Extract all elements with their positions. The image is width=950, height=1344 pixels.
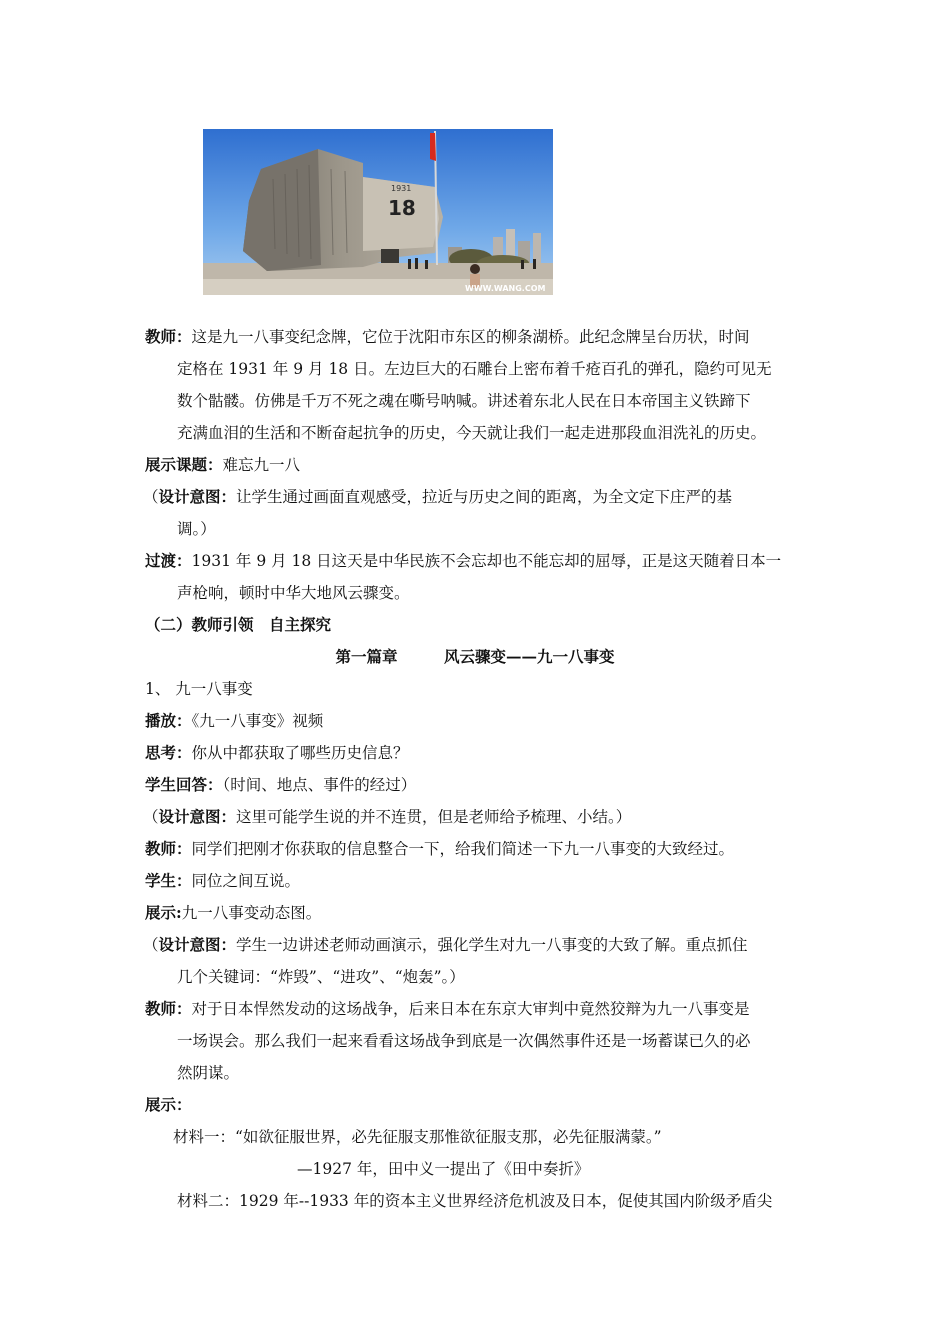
display-text: 九一八事变动态图。 bbox=[181, 904, 322, 922]
student-answer-line bbox=[145, 775, 810, 795]
teacher-text-line-1: 这是九一八事变纪念牌，它位于沈阳市东区的柳条湖桥。此纪念牌呈台历状，时间 bbox=[191, 328, 750, 346]
teacher-label: 教师： bbox=[145, 839, 192, 858]
student-line bbox=[145, 871, 810, 891]
material-1-text: 材料一：“如欲征服世界，必先征服支那惟欲征服支那，必先征服满蒙。” bbox=[173, 1128, 662, 1146]
play-label: 播放： bbox=[145, 711, 192, 730]
display-line bbox=[145, 903, 810, 923]
monument-year: 1931 bbox=[391, 184, 412, 193]
topic-text: 难忘九一八 bbox=[222, 456, 301, 474]
teacher-label: 教师： bbox=[145, 327, 192, 346]
design-intent-label: 设计意图： bbox=[158, 935, 237, 954]
student-answer-text: （时间、地点、事件的经过） bbox=[222, 776, 417, 794]
transition-text-line-1: 1931 年 9 月 18 日这天是中华民族不会忘却也不能忘却的屈辱，正是这天随着日本一 bbox=[191, 552, 782, 570]
monument-photo bbox=[203, 129, 553, 295]
teacher-text-line-2: 定格在 1931 年 9 月 18 日。左边巨大的石雕台上密布着千疮百孔的弹孔，隐约可见无 bbox=[177, 360, 772, 378]
display-heading: 展示： bbox=[145, 1095, 192, 1114]
chapter-heading: 第一篇章 风云骤变——九一八事变 bbox=[335, 647, 615, 666]
teacher-text-line-3: 然阴谋。 bbox=[177, 1064, 240, 1082]
transition-paragraph bbox=[145, 551, 810, 571]
student-text: 同位之间互说。 bbox=[191, 872, 301, 890]
design-intent-text-line-2: 几个关键词：“炸毁”、“进攻”、“炮轰”。） bbox=[177, 968, 465, 986]
photo-watermark: WWW.WANG.COM bbox=[465, 284, 546, 293]
design-intent-label: 设计意图： bbox=[158, 807, 237, 826]
material-2-text: 材料二：1929 年--1933 年的资本主义世界经济危机波及日本，促使其国内阶级矛盾尖 bbox=[177, 1192, 773, 1210]
design-intent-text: 这里可能学生说的并不连贯，但是老师给予梳理、小结。） bbox=[236, 808, 632, 826]
play-line bbox=[145, 711, 810, 731]
open-paren: （ bbox=[143, 808, 159, 826]
think-text: 你从中都获取了哪些历史信息？ bbox=[191, 744, 409, 762]
teacher-label: 教师： bbox=[145, 999, 192, 1018]
design-intent-3 bbox=[143, 935, 808, 955]
design-intent-text-line-1: 学生一边讲述老师动画演示，强化学生对九一八事变的大致了解。重点抓住 bbox=[236, 936, 748, 954]
design-intent-2 bbox=[143, 807, 808, 827]
item-1-heading: 1、 九一八事变 bbox=[145, 680, 253, 698]
play-text: 《九一八事变》视频 bbox=[191, 712, 324, 730]
open-paren: （ bbox=[143, 488, 159, 506]
design-intent-text-line-2: 调。） bbox=[177, 520, 216, 538]
teacher-text-line-1: 对于日本悍然发动的这场战争，后来日本在东京大审判中竟然狡辩为九一八事变是 bbox=[191, 1000, 750, 1018]
student-answer-label: 学生回答： bbox=[145, 775, 223, 794]
material-1-source: —1927 年，田中义一提出了《田中奏折》 bbox=[297, 1160, 590, 1178]
section-heading: （二）教师引领 自主探究 bbox=[145, 615, 332, 634]
think-line bbox=[145, 743, 810, 763]
think-label: 思考： bbox=[145, 743, 192, 762]
teacher-paragraph-3 bbox=[145, 999, 810, 1019]
design-intent-label: 设计意图： bbox=[158, 487, 237, 506]
teacher-text-line-2: 一场误会。那么我们一起来看看这场战争到底是一次偶然事件还是一场蓄谋已久的必 bbox=[177, 1032, 751, 1050]
transition-text-line-2: 声枪响，顿时中华大地风云骤变。 bbox=[177, 584, 410, 602]
display-label: 展示: bbox=[145, 903, 182, 922]
transition-label: 过渡： bbox=[145, 551, 192, 570]
open-paren: （ bbox=[143, 936, 159, 954]
teacher-text: 同学们把刚才你获取的信息整合一下，给我们简述一下九一八事变的大致经过。 bbox=[191, 840, 735, 858]
monument-number: 18 bbox=[388, 196, 416, 220]
monument-photo-illustration bbox=[203, 129, 553, 295]
design-intent-1 bbox=[143, 487, 808, 507]
topic-display bbox=[145, 455, 810, 475]
topic-label: 展示课题： bbox=[145, 455, 223, 474]
design-intent-text-line-1: 让学生通过画面直观感受，拉近与历史之间的距离，为全文定下庄严的基 bbox=[236, 488, 733, 506]
teacher-paragraph-1 bbox=[145, 327, 810, 347]
teacher-line-2 bbox=[145, 839, 810, 859]
student-label: 学生： bbox=[145, 871, 192, 890]
teacher-text-line-4: 充满血泪的生活和不断奋起抗争的历史，今天就让我们一起走进那段血泪洗礼的历史。 bbox=[177, 424, 767, 442]
teacher-text-line-3: 数个骷髅。仿佛是千万不死之魂在嘶号呐喊。讲述着东北人民在日本帝国主义铁蹄下 bbox=[177, 392, 751, 410]
